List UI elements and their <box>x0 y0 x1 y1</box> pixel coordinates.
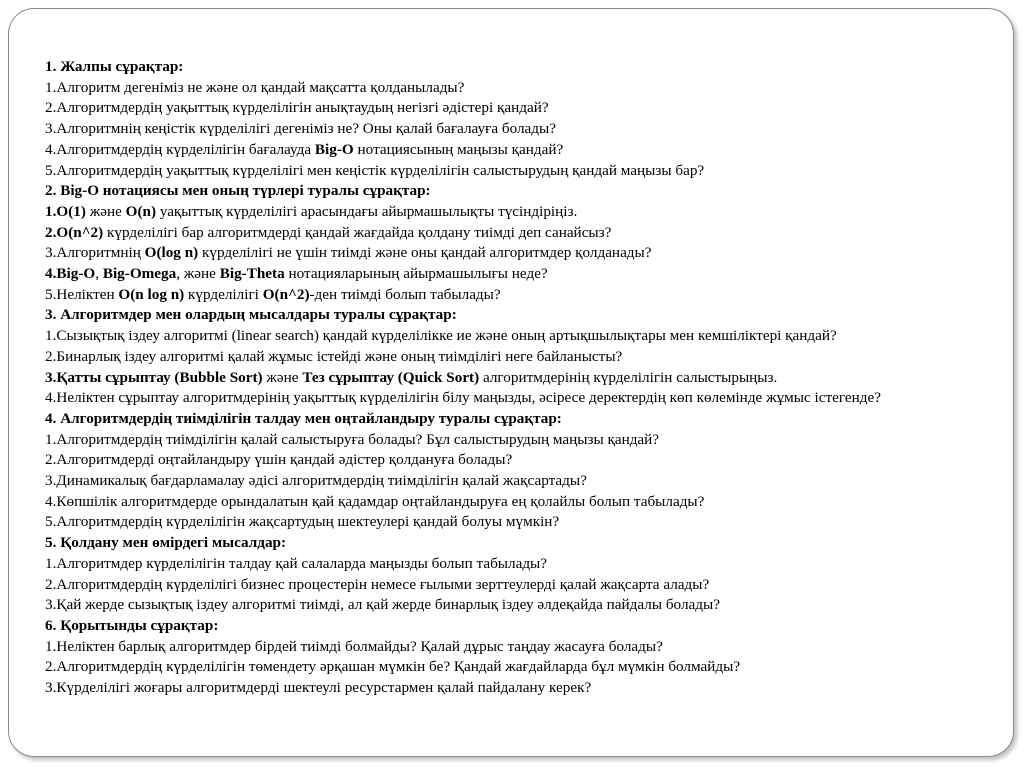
question-text: және <box>262 368 303 386</box>
question-item <box>45 678 1005 699</box>
bold-term: O(n^2) <box>262 285 310 303</box>
question-text: 5.Алгоритмдердің уақыттық күрделілігі мен кеңістік күрделілігін салыстырудың қандай маңызы бар? <box>45 161 705 179</box>
question-text: күрделілігі бар алгоритмдерді қандай жағдайда қолдану тиімді деп санайсыз? <box>103 223 612 241</box>
question-text: нотацияларының айырмашылығы неде? <box>284 265 548 283</box>
bold-term: O(n log n) <box>118 285 185 303</box>
question-text: -ден тиімді болып табылады? <box>309 285 501 303</box>
question-text: 3.Алгоритмнің кеңістік күрделілігі дегеніміз не? Оны қалай бағалауға болады? <box>45 120 556 138</box>
question-item <box>45 637 1005 658</box>
question-text: және <box>85 202 126 220</box>
section-heading: 6. Қорытынды сұрақтар: <box>45 616 219 634</box>
bold-term: O(log n) <box>144 244 199 262</box>
question-text: 2.Алгоритмдердің уақыттық күрделілігін анықтаудың негізгі әдістері қандай? <box>45 99 549 117</box>
question-item <box>45 388 1005 409</box>
question-item <box>45 368 1005 389</box>
bold-term: Тез сұрыптау (Quick Sort) <box>302 368 480 386</box>
question-text: алгоритмдерінің күрделілігін салыстырыңыз. <box>479 368 778 386</box>
question-text: 3.Алгоритмнің <box>45 244 145 262</box>
bold-term: 1.O(1) <box>45 202 86 220</box>
question-text: 4.Неліктен сұрыптау алгоритмдерінің уақыттық күрделілігін білу маңызды, әсіресе деректердің көп көлемінде жұмыс істегенде? <box>45 389 881 407</box>
bold-term: Big-O <box>314 140 354 158</box>
question-item <box>45 595 1005 616</box>
bold-term: 2.O(n^2) <box>45 223 104 241</box>
question-item <box>45 243 1005 264</box>
section-heading: 1. Жалпы сұрақтар: <box>45 58 184 75</box>
question-text: 4.Алгоритмдердің күрделілігін бағалауда <box>45 140 315 158</box>
question-text: 5.Неліктен <box>45 285 119 303</box>
question-text: 5.Алгоритмдердің күрделілігін жақсартудың шектеулері қандай болуы мүмкін? <box>45 513 560 531</box>
question-text: 2.Алгоритмдерді оңтайландыру үшін қандай әдістер қолдануға болады? <box>45 451 513 469</box>
question-item <box>45 450 1005 471</box>
bold-term: 3.Қатты сұрыптау (Bubble Sort) <box>45 368 263 386</box>
section-heading: 2. Big-O нотациясы мен оның түрлері туралы сұрақтар: <box>45 182 431 200</box>
question-item <box>45 140 1005 161</box>
question-text: 2.Алгоритмдердің күрделілігі бизнес процестерін немесе ғылыми зерттеулерді қалай жақсарта алады? <box>45 575 710 593</box>
question-item <box>45 98 1005 119</box>
question-list <box>45 57 1005 699</box>
question-text: күрделілігі <box>184 285 263 303</box>
question-item <box>45 78 1005 99</box>
question-item <box>45 471 1005 492</box>
question-item <box>45 161 1005 182</box>
question-text: 2.Бинарлық іздеу алгоритмі қалай жұмыс істейді және оның тиімділігі неге байланысты? <box>45 347 623 365</box>
question-text: күрделілігі не үшін тиімді және оны қандай алгоритмдер қолданады? <box>198 244 652 262</box>
question-item <box>45 347 1005 368</box>
question-item <box>45 554 1005 575</box>
question-text: 3.Күрделілігі жоғары алгоритмдерді шектеулі ресурстармен қалай пайдалану керек? <box>45 679 592 697</box>
bold-term: Big-Omega <box>102 265 177 283</box>
question-item <box>45 512 1005 533</box>
question-text: 1.Сызықтық іздеу алгоритмі (linear search) қандай күрделілікке ие және оның артықшылықтары мен кемшіліктері қандай? <box>45 327 837 345</box>
slide-frame <box>8 8 1014 757</box>
question-item <box>45 202 1005 223</box>
question-item <box>45 326 1005 347</box>
bold-term: O(n) <box>125 202 156 220</box>
question-item <box>45 492 1005 513</box>
question-item <box>45 285 1005 306</box>
section-heading: 3. Алгоритмдер мен олардың мысалдары туралы сұрақтар: <box>45 306 457 324</box>
question-text: нотациясының маңызы қандай? <box>353 140 564 158</box>
question-text: , <box>95 265 103 283</box>
question-item <box>45 223 1005 244</box>
question-text: 1.Неліктен барлық алгоритмдер бірдей тиімді болмайды? Қалай дұрыс таңдау жасауға болады? <box>45 637 663 655</box>
section-heading: 5. Қолдану мен өмірдегі мысалдар: <box>45 534 287 552</box>
section-heading: 4. Алгоритмдердің тиімділігін талдау мен оңтайландыру туралы сұрақтар: <box>45 409 562 427</box>
question-item <box>45 430 1005 451</box>
question-text: , және <box>176 265 220 283</box>
question-text: 3.Динамикалық бағдарламалау әдісі алгоритмдердің тиімділігін қалай жақсартады? <box>45 472 587 490</box>
question-item <box>45 264 1005 285</box>
question-text: 1.Алгоритмдердің тиімділігін қалай салыстыруға болады? Бұл салыстырудың маңызы қандай? <box>45 430 660 448</box>
bold-term: Big-Theta <box>219 265 285 283</box>
question-item <box>45 575 1005 596</box>
question-item <box>45 119 1005 140</box>
question-text: 4.Көпшілік алгоритмдерде орындалатын қай қадамдар оңтайландыруға ең қолайлы болып табылады? <box>45 492 705 510</box>
question-text: 3.Қай жерде сызықтық іздеу алгоритмі тиімді, ал қай жерде бинарлық іздеу әлдеқайда пайдалы болады? <box>45 596 720 614</box>
question-text: уақыттық күрделілігі арасындағы айырмашылықты түсіндіріңіз. <box>156 202 578 220</box>
question-text: 1.Алгоритм дегеніміз не және ол қандай мақсатта қолданылады? <box>45 78 465 96</box>
bold-term: 4.Big-O <box>45 265 96 283</box>
question-text: 1.Алгоритмдер күрделілігін талдау қай салаларда маңызды болып табылады? <box>45 554 548 572</box>
question-text: 2.Алгоритмдердің күрделілігін төмендету әрқашан мүмкін бе? Қандай жағдайларда бұл мүмкін болмайды? <box>45 658 741 676</box>
question-item <box>45 657 1005 678</box>
